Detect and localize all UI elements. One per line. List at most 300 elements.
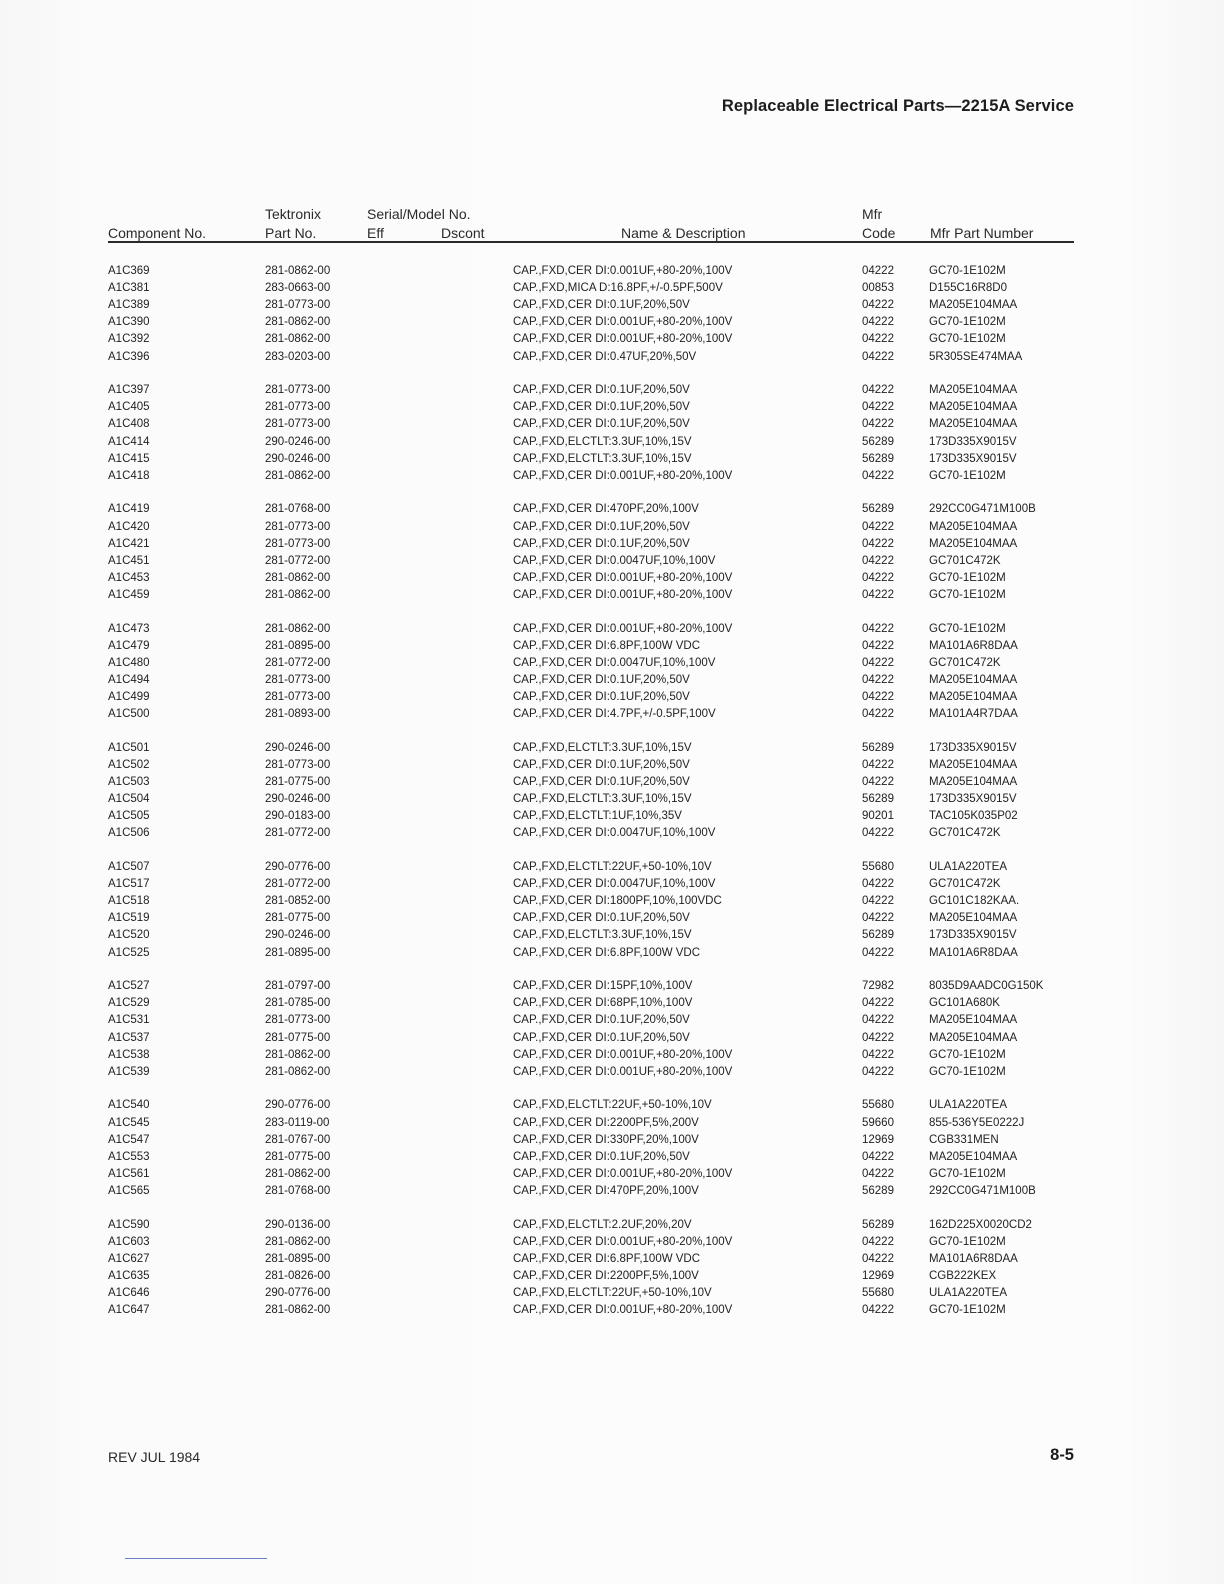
cell-name-description: CAP.,FXD,ELCTLT:22UF,+50-10%,10V — [513, 1099, 712, 1112]
table-row — [0, 331, 1224, 348]
cell-component-no: A1C396 — [108, 350, 150, 363]
cell-part-no: 290-0136-00 — [265, 1218, 331, 1231]
cell-component-no: A1C561 — [108, 1167, 150, 1180]
table-row — [0, 501, 1224, 518]
table-row — [0, 263, 1224, 280]
cell-component-no: A1C603 — [108, 1235, 150, 1248]
cell-name-description: CAP.,FXD,CER DI:0.0047UF,10%,100V — [513, 656, 716, 669]
cell-name-description: CAP.,FXD,CER DI:6.8PF,100W VDC — [513, 946, 701, 959]
table-row — [0, 638, 1224, 655]
cell-mfr-part-number: MA205E104MAA — [929, 418, 1018, 431]
cell-component-no: A1C531 — [108, 1014, 150, 1027]
cell-component-no: A1C459 — [108, 588, 150, 601]
cell-component-no: A1C520 — [108, 929, 150, 942]
table-row — [0, 1149, 1224, 1166]
cell-mfr-code: 04222 — [862, 265, 894, 277]
cell-mfr-part-number: 173D335X9015V — [929, 929, 1017, 942]
table-row — [0, 587, 1224, 604]
cell-part-no: 281-0862-00 — [265, 265, 331, 277]
cell-part-no: 281-0797-00 — [265, 980, 331, 993]
table-row — [0, 399, 1224, 416]
cell-part-no: 281-0773-00 — [265, 673, 331, 686]
cell-mfr-part-number: ULA1A220TEA — [929, 861, 1007, 873]
cell-mfr-part-number: MA101A6R8DAA — [929, 639, 1018, 652]
cell-mfr-code: 04222 — [862, 537, 894, 550]
table-row — [0, 280, 1224, 297]
cell-mfr-part-number: 8035D9AADC0G150K — [929, 980, 1044, 993]
table-row — [0, 1183, 1224, 1200]
cell-part-no: 281-0773-00 — [265, 384, 331, 397]
table-row — [0, 468, 1224, 485]
cell-name-description: CAP.,FXD,CER DI:330PF,20%,100V — [513, 1133, 699, 1146]
cell-part-no: 281-0775-00 — [265, 1150, 331, 1163]
cell-component-no: A1C420 — [108, 520, 150, 533]
cell-name-description: CAP.,FXD,CER DI:0.001UF,+80-20%,100V — [513, 1167, 733, 1180]
cell-mfr-part-number: GC70-1E102M — [929, 1304, 1006, 1317]
cell-mfr-code: 04222 — [862, 776, 894, 788]
cell-component-no: A1C501 — [108, 741, 150, 754]
cell-part-no: 281-0893-00 — [265, 708, 331, 721]
cell-mfr-code: 04222 — [862, 758, 894, 771]
table-row — [0, 1285, 1224, 1302]
cell-name-description: CAP.,FXD,CER DI:0.1UF,20%,50V — [513, 1014, 690, 1027]
cell-part-no: 283-0119-00 — [265, 1116, 330, 1129]
table-row — [0, 1012, 1224, 1029]
cell-component-no: A1C414 — [108, 435, 150, 448]
cell-component-no: A1C389 — [108, 299, 150, 312]
cell-mfr-part-number: 5R305SE474MAA — [929, 350, 1023, 363]
cell-mfr-part-number: CGB222KEX — [929, 1269, 997, 1282]
col-header-component: Component No. — [108, 225, 207, 241]
cell-part-no: 281-0773-00 — [265, 758, 331, 771]
cell-mfr-code: 04222 — [862, 1235, 894, 1248]
cell-component-no: A1C519 — [108, 912, 150, 925]
cell-component-no: A1C421 — [108, 537, 150, 550]
cell-name-description: CAP.,FXD,ELCTLT:1UF,10%,35V — [513, 810, 682, 823]
cell-component-no: A1C408 — [108, 418, 150, 431]
header-rule — [108, 241, 1074, 243]
cell-part-no: 281-0773-00 — [265, 1014, 331, 1027]
cell-mfr-part-number: GC701C472K — [929, 554, 1001, 567]
cell-part-no: 281-0775-00 — [265, 776, 331, 788]
cell-part-no: 281-0773-00 — [265, 299, 331, 312]
cell-mfr-part-number: GC70-1E102M — [929, 316, 1006, 329]
cell-mfr-code: 55680 — [862, 861, 894, 873]
cell-name-description: CAP.,FXD,ELCTLT:3.3UF,10%,15V — [513, 929, 692, 942]
cell-component-no: A1C539 — [108, 1065, 150, 1078]
cell-mfr-part-number: 173D335X9015V — [929, 741, 1017, 754]
cell-component-no: A1C506 — [108, 827, 150, 840]
cell-mfr-part-number: 162D225X0020CD2 — [929, 1218, 1032, 1231]
cell-part-no: 281-0772-00 — [265, 656, 331, 669]
cell-component-no: A1C479 — [108, 639, 150, 652]
cell-component-no: A1C503 — [108, 776, 150, 788]
cell-name-description: CAP.,FXD,CER DI:0.1UF,20%,50V — [513, 418, 690, 431]
cell-name-description: CAP.,FXD,ELCTLT:3.3UF,10%,15V — [513, 435, 692, 448]
cell-part-no: 281-0768-00 — [265, 1184, 331, 1197]
cell-component-no: A1C518 — [108, 895, 150, 908]
cell-part-no: 290-0776-00 — [265, 1099, 331, 1112]
cell-name-description: CAP.,FXD,ELCTLT:3.3UF,10%,15V — [513, 452, 692, 465]
table-row — [0, 536, 1224, 553]
cell-mfr-code: 04222 — [862, 708, 894, 721]
cell-name-description: CAP.,FXD,CER DI:470PF,20%,100V — [513, 1184, 699, 1197]
cell-name-description: CAP.,FXD,CER DI:0.001UF,+80-20%,100V — [513, 265, 733, 277]
table-row — [0, 434, 1224, 451]
cell-mfr-part-number: MA205E104MAA — [929, 691, 1018, 703]
cell-mfr-part-number: GC70-1E102M — [929, 1167, 1006, 1180]
cell-name-description: CAP.,FXD,CER DI:0.001UF,+80-20%,100V — [513, 1304, 733, 1317]
table-row — [0, 1132, 1224, 1149]
table-row — [0, 1234, 1224, 1251]
cell-name-description: CAP.,FXD,CER DI:0.001UF,+80-20%,100V — [513, 333, 733, 346]
cell-name-description: CAP.,FXD,CER DI:0.1UF,20%,50V — [513, 912, 690, 925]
cell-name-description: CAP.,FXD,CER DI:4.7PF,+/-0.5PF,100V — [513, 708, 716, 721]
col-header-dscont: Dscont — [441, 225, 485, 241]
cell-part-no: 281-0852-00 — [265, 895, 331, 908]
cell-component-no: A1C397 — [108, 384, 150, 397]
cell-mfr-part-number: GC70-1E102M — [929, 265, 1006, 277]
cell-name-description: CAP.,FXD,CER DI:0.1UF,20%,50V — [513, 1150, 690, 1163]
table-row — [0, 1115, 1224, 1132]
cell-mfr-code: 04222 — [862, 1065, 894, 1078]
table-row — [0, 1302, 1224, 1319]
cell-mfr-code: 04222 — [862, 1150, 894, 1163]
cell-name-description: CAP.,FXD,CER DI:6.8PF,100W VDC — [513, 1252, 701, 1265]
cell-mfr-code: 04222 — [862, 520, 894, 533]
cell-component-no: A1C504 — [108, 793, 150, 806]
cell-name-description: CAP.,FXD,CER DI:0.001UF,+80-20%,100V — [513, 469, 733, 482]
cell-name-description: CAP.,FXD,CER DI:0.1UF,20%,50V — [513, 691, 690, 703]
cell-component-no: A1C453 — [108, 571, 150, 584]
cell-part-no: 281-0862-00 — [265, 1235, 331, 1248]
cell-component-no: A1C547 — [108, 1133, 150, 1146]
table-row — [0, 978, 1224, 995]
table-row — [0, 382, 1224, 399]
cell-mfr-code: 56289 — [862, 741, 894, 754]
cell-name-description: CAP.,FXD,CER DI:0.1UF,20%,50V — [513, 299, 690, 312]
table-row — [0, 297, 1224, 314]
page-title: Replaceable Electrical Parts—2215A Service — [721, 97, 1074, 115]
cell-mfr-code: 04222 — [862, 895, 894, 908]
table-row — [0, 927, 1224, 944]
cell-mfr-code: 04222 — [862, 554, 894, 567]
table-row — [0, 893, 1224, 910]
cell-mfr-part-number: MA205E104MAA — [929, 384, 1018, 397]
cell-mfr-part-number: 173D335X9015V — [929, 452, 1017, 465]
cell-part-no: 281-0862-00 — [265, 571, 331, 584]
cell-part-no: 290-0246-00 — [265, 929, 331, 942]
cell-name-description: CAP.,FXD,CER DI:0.001UF,+80-20%,100V — [513, 588, 733, 601]
table-row — [0, 706, 1224, 723]
table-row — [0, 1047, 1224, 1064]
cell-part-no: 281-0775-00 — [265, 1031, 331, 1044]
cell-name-description: CAP.,FXD,CER DI:15PF,10%,100V — [513, 980, 693, 993]
cell-mfr-code: 04222 — [862, 1304, 894, 1317]
table-row — [0, 349, 1224, 366]
cell-mfr-part-number: GC70-1E102M — [929, 1048, 1006, 1061]
cell-part-no: 290-0246-00 — [265, 793, 331, 806]
cell-part-no: 290-0246-00 — [265, 452, 331, 465]
table-row — [0, 519, 1224, 536]
table-row — [0, 995, 1224, 1012]
cell-name-description: CAP.,FXD,CER DI:0.1UF,20%,50V — [513, 384, 690, 397]
cell-name-description: CAP.,FXD,CER DI:1800PF,10%,100VDC — [513, 895, 722, 908]
cell-name-description: CAP.,FXD,CER DI:0.0047UF,10%,100V — [513, 554, 716, 567]
table-row — [0, 689, 1224, 706]
cell-mfr-code: 56289 — [862, 1184, 894, 1197]
cell-part-no: 281-0862-00 — [265, 469, 331, 482]
table-row — [0, 945, 1224, 962]
cell-mfr-part-number: MA205E104MAA — [929, 520, 1018, 533]
cell-mfr-code: 56289 — [862, 503, 894, 516]
cell-name-description: CAP.,FXD,CER DI:0.1UF,20%,50V — [513, 537, 690, 550]
cell-mfr-code: 04222 — [862, 1252, 894, 1265]
cell-mfr-part-number: MA205E104MAA — [929, 537, 1018, 550]
cell-component-no: A1C419 — [108, 503, 150, 516]
cell-part-no: 290-0776-00 — [265, 861, 331, 873]
cell-mfr-code: 04222 — [862, 827, 894, 840]
cell-part-no: 281-0862-00 — [265, 316, 331, 329]
cell-mfr-part-number: ULA1A220TEA — [929, 1099, 1007, 1112]
cell-mfr-code: 04222 — [862, 571, 894, 584]
cell-part-no: 281-0772-00 — [265, 878, 331, 891]
cell-component-no: A1C647 — [108, 1304, 150, 1317]
cell-mfr-code: 04222 — [862, 1014, 894, 1027]
table-row — [0, 655, 1224, 672]
cell-name-description: CAP.,FXD,CER DI:0.001UF,+80-20%,100V — [513, 1235, 733, 1248]
cell-mfr-part-number: MA101A4R7DAA — [929, 708, 1018, 721]
table-row — [0, 910, 1224, 927]
table-row — [0, 314, 1224, 331]
cell-part-no: 281-0862-00 — [265, 1065, 331, 1078]
cell-mfr-code: 56289 — [862, 929, 894, 942]
cell-mfr-code: 04222 — [862, 588, 894, 601]
col-header-tektronix: Tektronix — [265, 206, 322, 222]
col-header-name-description: Name & Description — [621, 225, 746, 241]
cell-component-no: A1C369 — [108, 265, 150, 277]
cell-component-no: A1C553 — [108, 1150, 150, 1163]
cell-mfr-code: 90201 — [862, 810, 894, 823]
bottom-underline — [125, 1558, 267, 1559]
cell-component-no: A1C502 — [108, 758, 150, 771]
cell-mfr-part-number: GC70-1E102M — [929, 1235, 1006, 1248]
cell-mfr-code: 00853 — [862, 282, 894, 295]
cell-mfr-code: 04222 — [862, 333, 894, 346]
cell-mfr-part-number: MA101A6R8DAA — [929, 1252, 1018, 1265]
cell-mfr-part-number: MA205E104MAA — [929, 401, 1018, 414]
cell-part-no: 281-0895-00 — [265, 639, 331, 652]
table-row — [0, 1030, 1224, 1047]
revision-date: REV JUL 1984 — [108, 1449, 201, 1465]
cell-name-description: CAP.,FXD,ELCTLT:22UF,+50-10%,10V — [513, 861, 712, 873]
cell-mfr-code: 55680 — [862, 1287, 894, 1299]
cell-component-no: A1C545 — [108, 1116, 150, 1129]
table-row — [0, 553, 1224, 570]
table-row — [0, 416, 1224, 433]
cell-part-no: 283-0663-00 — [265, 282, 331, 295]
cell-part-no: 281-0862-00 — [265, 333, 331, 346]
cell-component-no: A1C392 — [108, 333, 150, 346]
cell-mfr-code: 12969 — [862, 1133, 894, 1146]
cell-component-no: A1C590 — [108, 1218, 150, 1231]
col-header-part-no: Part No. — [265, 225, 317, 241]
cell-mfr-code: 04222 — [862, 691, 894, 703]
table-row — [0, 1268, 1224, 1285]
cell-mfr-code: 04222 — [862, 673, 894, 686]
cell-mfr-part-number: 292CC0G471M100B — [929, 1184, 1036, 1197]
cell-mfr-part-number: CGB331MEN — [929, 1133, 999, 1146]
cell-component-no: A1C390 — [108, 316, 150, 329]
col-header-mfr: Mfr — [862, 206, 883, 222]
cell-part-no: 283-0203-00 — [265, 350, 331, 363]
cell-part-no: 281-0862-00 — [265, 1167, 331, 1180]
cell-component-no: A1C525 — [108, 946, 150, 959]
table-row — [0, 808, 1224, 825]
cell-mfr-code: 04222 — [862, 946, 894, 959]
cell-component-no: A1C529 — [108, 997, 150, 1010]
cell-component-no: A1C538 — [108, 1048, 150, 1061]
cell-component-no: A1C473 — [108, 622, 150, 635]
cell-mfr-code: 56289 — [862, 452, 894, 465]
cell-mfr-code: 04222 — [862, 418, 894, 431]
cell-name-description: CAP.,FXD,CER DI:0.001UF,+80-20%,100V — [513, 1048, 733, 1061]
cell-mfr-part-number: MA101A6R8DAA — [929, 946, 1018, 959]
table-row — [0, 1064, 1224, 1081]
cell-mfr-code: 55680 — [862, 1099, 894, 1112]
cell-mfr-code: 56289 — [862, 435, 894, 448]
cell-component-no: A1C537 — [108, 1031, 150, 1044]
cell-component-no: A1C627 — [108, 1252, 150, 1265]
cell-part-no: 281-0768-00 — [265, 503, 331, 516]
cell-name-description: CAP.,FXD,ELCTLT:2.2UF,20%,20V — [513, 1218, 692, 1231]
cell-component-no: A1C517 — [108, 878, 150, 891]
cell-mfr-part-number: D155C16R8D0 — [929, 282, 1007, 295]
cell-part-no: 281-0773-00 — [265, 418, 331, 431]
table-row — [0, 621, 1224, 638]
cell-mfr-part-number: 173D335X9015V — [929, 793, 1017, 806]
table-row — [0, 451, 1224, 468]
cell-part-no: 281-0895-00 — [265, 946, 331, 959]
cell-mfr-part-number: GC701C472K — [929, 827, 1001, 840]
cell-name-description: CAP.,FXD,CER DI:0.1UF,20%,50V — [513, 520, 690, 533]
col-header-eff: Eff — [367, 225, 384, 241]
cell-mfr-code: 04222 — [862, 469, 894, 482]
col-header-mfr-code: Code — [862, 225, 896, 241]
cell-mfr-part-number: GC101C182KAA. — [929, 895, 1020, 908]
cell-name-description: CAP.,FXD,CER DI:0.1UF,20%,50V — [513, 401, 690, 414]
cell-part-no: 281-0775-00 — [265, 912, 331, 925]
cell-mfr-part-number: GC70-1E102M — [929, 622, 1006, 635]
cell-mfr-part-number: 292CC0G471M100B — [929, 503, 1036, 516]
cell-component-no: A1C500 — [108, 708, 150, 721]
cell-mfr-code: 04222 — [862, 622, 894, 635]
cell-part-no: 281-0773-00 — [265, 401, 331, 414]
col-header-serial-model: Serial/Model No. — [367, 206, 471, 222]
cell-mfr-code: 04222 — [862, 384, 894, 397]
cell-name-description: CAP.,FXD,CER DI:0.47UF,20%,50V — [513, 350, 697, 363]
cell-mfr-part-number: 855-536Y5E0222J — [929, 1116, 1025, 1129]
table-row — [0, 757, 1224, 774]
cell-mfr-code: 04222 — [862, 316, 894, 329]
cell-name-description: CAP.,FXD,CER DI:470PF,20%,100V — [513, 503, 699, 516]
cell-mfr-code: 04222 — [862, 350, 894, 363]
table-row — [0, 740, 1224, 757]
cell-component-no: A1C494 — [108, 673, 150, 686]
cell-mfr-code: 72982 — [862, 980, 894, 993]
cell-mfr-code: 04222 — [862, 1031, 894, 1044]
cell-mfr-part-number: MA205E104MAA — [929, 1031, 1018, 1044]
cell-part-no: 281-0895-00 — [265, 1252, 331, 1265]
cell-component-no: A1C646 — [108, 1287, 150, 1299]
cell-mfr-part-number: TAC105K035P02 — [929, 810, 1018, 823]
cell-mfr-part-number: MA205E104MAA — [929, 758, 1018, 771]
cell-name-description: CAP.,FXD,CER DI:0.001UF,+80-20%,100V — [513, 1065, 733, 1078]
cell-mfr-part-number: GC701C472K — [929, 656, 1001, 669]
col-header-mfr-part-number: Mfr Part Number — [930, 225, 1034, 241]
cell-mfr-part-number: ULA1A220TEA — [929, 1287, 1007, 1299]
table-row — [0, 1097, 1224, 1114]
cell-part-no: 290-0183-00 — [265, 810, 331, 823]
cell-part-no: 281-0772-00 — [265, 554, 331, 567]
table-row — [0, 672, 1224, 689]
cell-component-no: A1C635 — [108, 1269, 150, 1282]
cell-mfr-part-number: GC101A680K — [929, 997, 1000, 1010]
cell-part-no: 281-0773-00 — [265, 520, 331, 533]
cell-part-no: 281-0785-00 — [265, 997, 331, 1010]
cell-component-no: A1C381 — [108, 282, 150, 295]
cell-name-description: CAP.,FXD,CER DI:0.001UF,+80-20%,100V — [513, 622, 733, 635]
cell-part-no: 281-0773-00 — [265, 691, 331, 703]
cell-part-no: 281-0862-00 — [265, 1048, 331, 1061]
table-row — [0, 774, 1224, 791]
cell-name-description: CAP.,FXD,ELCTLT:3.3UF,10%,15V — [513, 793, 692, 806]
cell-mfr-part-number: MA205E104MAA — [929, 673, 1018, 686]
cell-mfr-part-number: 173D335X9015V — [929, 435, 1017, 448]
cell-mfr-code: 59660 — [862, 1116, 894, 1129]
cell-name-description: CAP.,FXD,CER DI:0.0047UF,10%,100V — [513, 878, 716, 891]
cell-component-no: A1C405 — [108, 401, 150, 414]
table-row — [0, 1217, 1224, 1234]
cell-name-description: CAP.,FXD,CER DI:0.1UF,20%,50V — [513, 776, 690, 788]
cell-mfr-part-number: GC70-1E102M — [929, 469, 1006, 482]
cell-mfr-part-number: GC70-1E102M — [929, 333, 1006, 346]
cell-name-description: CAP.,FXD,CER DI:2200PF,5%,100V — [513, 1269, 699, 1282]
cell-name-description: CAP.,FXD,CER DI:0.001UF,+80-20%,100V — [513, 571, 733, 584]
cell-mfr-code: 04222 — [862, 1167, 894, 1180]
cell-part-no: 290-0776-00 — [265, 1287, 331, 1299]
cell-mfr-code: 04222 — [862, 656, 894, 669]
cell-name-description: CAP.,FXD,CER DI:0.1UF,20%,50V — [513, 758, 690, 771]
cell-component-no: A1C499 — [108, 691, 150, 703]
cell-component-no: A1C527 — [108, 980, 150, 993]
cell-component-no: A1C540 — [108, 1099, 150, 1112]
cell-component-no: A1C505 — [108, 810, 150, 823]
cell-name-description: CAP.,FXD,CER DI:0.0047UF,10%,100V — [513, 827, 716, 840]
cell-mfr-part-number: GC70-1E102M — [929, 588, 1006, 601]
cell-name-description: CAP.,FXD,CER DI:68PF,10%,100V — [513, 997, 693, 1010]
cell-name-description: CAP.,FXD,ELCTLT:3.3UF,10%,15V — [513, 741, 692, 754]
cell-mfr-code: 04222 — [862, 1048, 894, 1061]
table-row — [0, 825, 1224, 842]
cell-component-no: A1C565 — [108, 1184, 150, 1197]
table-row — [0, 791, 1224, 808]
cell-part-no: 281-0862-00 — [265, 1304, 331, 1317]
cell-name-description: CAP.,FXD,CER DI:6.8PF,100W VDC — [513, 639, 701, 652]
cell-mfr-code: 04222 — [862, 912, 894, 925]
cell-mfr-code: 56289 — [862, 1218, 894, 1231]
cell-mfr-code: 04222 — [862, 401, 894, 414]
